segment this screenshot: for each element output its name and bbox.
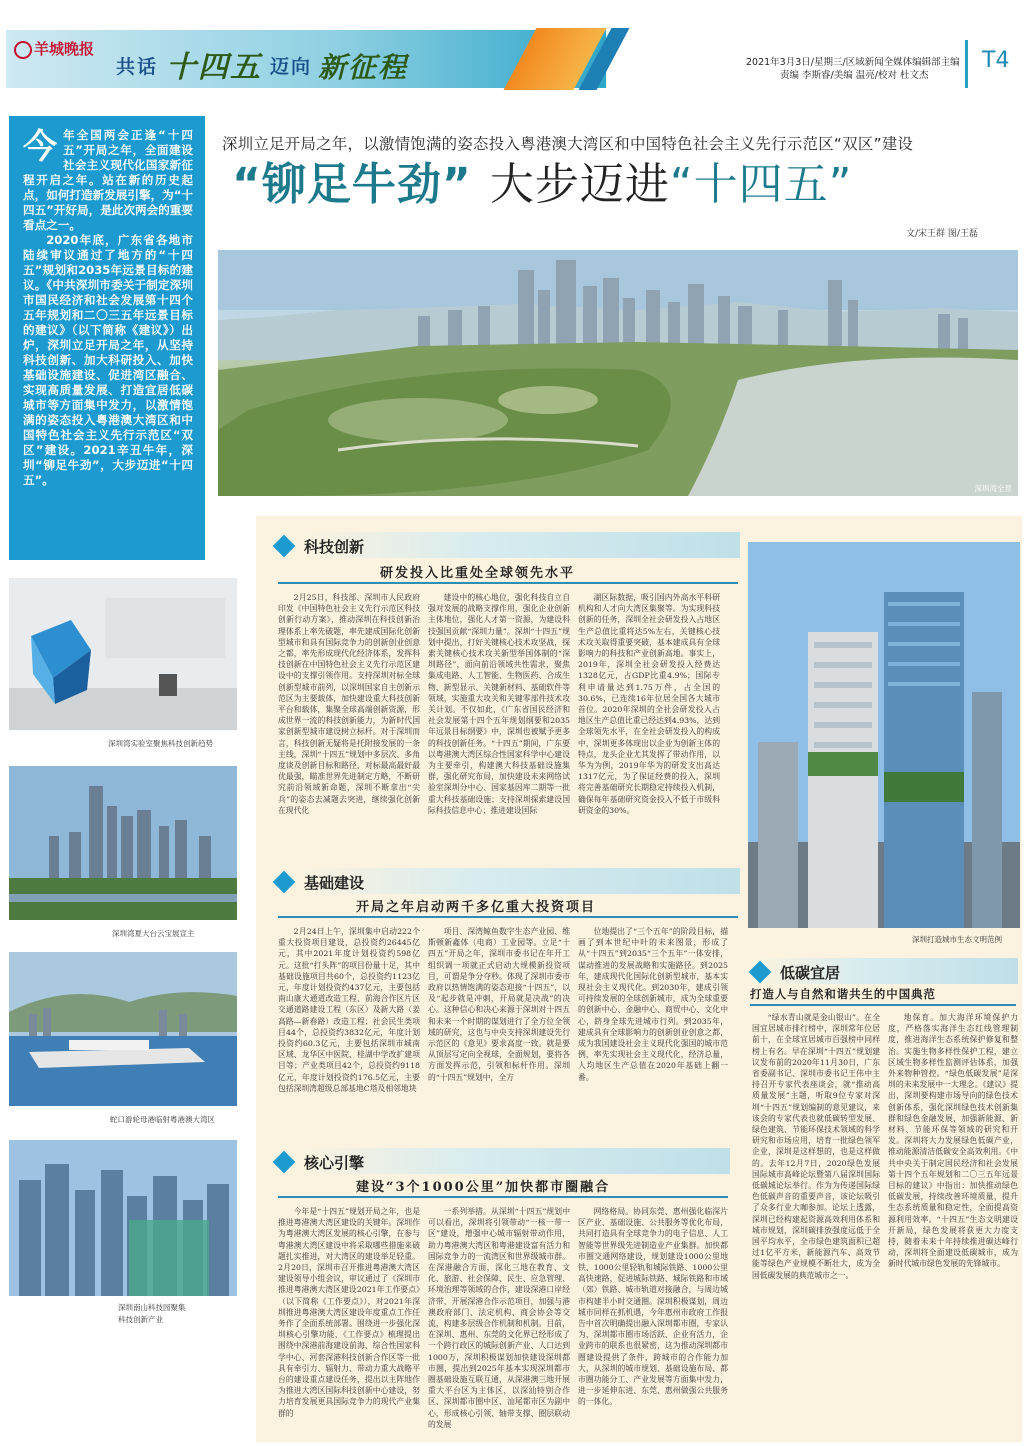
- section4-title: [752, 962, 840, 983]
- section3-col1: [278, 1206, 420, 1442]
- section2-col1-text: 2月24日上午，深圳集中启动222个重大投资项目建设，总投资约26445亿元，其中2021年度计划投资约598亿元。这批“打头阵”的项目份量十足，其中基础设施项目共60个，总投资约1123亿元，年度计划投资约437亿元，主要包括南山康大通道改造工程、前海合作区片区交通道路建设工程（东区）及新大路（姜高路—新春路）改造工程；社会民生类项目44个，总投资约3832亿元，年度计划投资约60.3亿元，主要包括深圳市城南区域、龙华区中医院、桂湖中学改扩建项目等；产业类项目42个，总投资约9118亿元，年度计划投资约176.5亿元，主要包括深圳湾超级总部基地C塔及相邻地块: [278, 927, 420, 1093]
- headline-part-b: 大步迈进: [489, 159, 670, 210]
- meta-line-editors: 责编 李斯睿/美编 温亮/校对 杜文杰: [780, 70, 929, 81]
- diamond-icon: [273, 871, 296, 894]
- tech-park-photo: [9, 1140, 237, 1296]
- lab-illustration: [9, 578, 237, 730]
- section2-col3-text: 位地提出了“三个五年”的阶段目标，描画了到本世纪中叶的未来图景，形成了从“十四五”到2035“三个五年”一体安排，谋动推进的发展战略和实施路径。到2025年，建成现代化国际化创新型城市，基本实现社会主义现代化。到2030年，建成引领可持续发展的全球创新城市，成为全球重要的创新中心、金融中心、商贸中心、文化中心，跻身全球先进城市行列。到2035年，建成具有全球影响力的创新创业创意之都，成为我国建设社会主义现代化强国的城市范例，率先实现社会主义现代化，经济总量，人均地区生产总值在2020年基础上翻一番。: [578, 927, 728, 1082]
- page-header: [0, 0, 1024, 100]
- caption-tech-park-line1: 深圳南山科技园聚集: [118, 1303, 186, 1312]
- cruise-port-illustration: [9, 952, 237, 1106]
- tech-park-illustration: [9, 1140, 237, 1296]
- section2-title: [276, 872, 364, 893]
- logo-text: 羊城晚报: [34, 40, 95, 58]
- section4-col1-text: “绿水青山就是金山银山”。在全国宜居城市排行榜中，深圳常年位居前十，在全球宜居城市百强榜中同样榜上有名。早在深圳“十四五”规划建议发布前的2020年11月30日，广东省委副书记、深圳市委书记王伟中主持召开专家代表座谈会，就“推动高质量发展”主题，听取9位专家对深圳“十四五”规划编制的意见建议，来该会的专家代表也就低碳转型发展、绿色建筑、节能环保技术领域的科学研究和市场应用，培育一批绿色领军企业，深圳是这样想的，也是这样做的。去年12月7日，2020绿色发展国际城市高峰论坛暨第八届深圳国际低碳城论坛举行。作为为传递国际绿色低碳声音的重要声音，该论坛吸引了众多行业大咖参加。论坛上透露，深圳已经构建起资源高效利用体系和城市规划，深圳碳排放强度远低于全国平均水平，全市绿色建筑面积已超过1亿平方米，新能源汽车、高效节能等绿色产业规模不断壮大，成为全国低碳发展的典范城市之一。: [752, 1013, 880, 1280]
- section3-underline: [278, 1196, 728, 1198]
- caption-tech-park-line2: 科技创新产业: [118, 1315, 163, 1324]
- section3-title: [276, 1152, 364, 1173]
- section4-col2-text: 地保育。加大海洋环境保护力度，严格落实海洋生态红线管理制度，推进海洋生态系统保护修复和整治。实施生物多样性保护工程，建立区域生物多样性监测评估体系，加强外来物种管控。“绿色低碳发展”是深圳的未来发展中一大理念。《建议》提出，深圳要构建市场导向的绿色技术创新体系，强化深圳绿色技术创新集群和绿色金融发展，加强新能源、新材料、节能环保等领域的研究和开发。深圳将大力发展绿色低碳产业，推动能源清洁低碳安全高效利用。《中共中央关于制定国民经济和社会发展第十四个五年规划和二〇三五年远景目标的建议》中指出：加快推动绿色低碳发展，持续改善环境质量，提升生态系统质量和稳定性，全面提高资源利用效率。“十四五”生态文明建设开新局，绿色发展将获更大力度支持，随着未来十年持续推进碳达峰行动，深圳将全面建设低碳城市，成为新时代城市绿色发展的先锋城市。: [888, 1013, 1018, 1269]
- section1-bar: [300, 532, 740, 558]
- headline-part-c: “十四五”: [669, 159, 853, 210]
- diamond-icon: [273, 535, 296, 558]
- intro-dropcap: 今: [23, 127, 57, 167]
- section3-title-text: 核心引擎: [304, 1154, 365, 1172]
- section1-col2: [428, 592, 570, 858]
- section2-col1: [278, 926, 420, 1136]
- headline-part-a: “铆足牛劲”: [232, 159, 472, 210]
- header-slogan: [116, 42, 408, 86]
- section3-col1-text: 今年是“十四五”规划开局之年，也是推进粤港澳大湾区建设的关键年。深圳作为粤港澳大湾区发展的核心引擎，在参与粤港澳大湾区建设中将采取哪些措施来破题扎实推进，对大湾区的建设举足轻重。2月20日，深圳市召开推进粤港澳大湾区建设领导小组会议，审议通过了《深圳市推进粤港澳大湾区建设2021年工作要点》（以下简称《工作要点》），对2021年深圳推进粤港澳大湾区建设年度重点工作任务作了全面系统部署。围绕进一步强化深圳核心引擎功能，《工作要点》梳理提出围绕中深港前海建设前海、综合性国家科学中心、河套深港科技创新合作区等一批具有牵引力、辐射力、带动力重大战略平台的建设重点建设任务，提出以主阵地作为推进大湾区国际科技创新中心建设，努力培育发展更具国际竞争力的现代产业集群的: [278, 1207, 420, 1418]
- main-headline: [232, 155, 1012, 215]
- section1-title: [276, 536, 364, 557]
- cruise-port-photo: [9, 952, 237, 1106]
- skyline-photo: [9, 766, 237, 920]
- section4-underline: [750, 1004, 1016, 1006]
- newspaper-logo: [14, 38, 94, 59]
- city-ecology-photo: [748, 542, 1020, 928]
- section1-col3: [578, 592, 720, 858]
- caption-skyline: 深圳湾夏大台云宝展宣主: [112, 929, 195, 938]
- section3-col2-text: 一系列举措。从深圳“十四五”规划中可以看出，深圳将引领带动“一核一带一区”建设，增强中心城市辐射带动作用，助力粤港澳大湾区和粤港建设富有活力和国际竞争力的一流湾区和世界级城市群。在深港融合方面，深化三地在教育、文化、旅游、社会保障、民生、应急管理、环境治理等领域的合作，建设深港口岸经济带，开展深港合作示范项目，加强与港澳政府部门、法定机构、商会协会等交流，构建多层级合作机制和机制。目前，在深圳、惠州、东莞的文化界已经形成了一个跨行政区的城际创新产业、人口达到1000万，深圳积极谋划加快建设深圳都市圈，提出到2025年基本实现深圳都市圈基础设施互联互通，从深港澳三地开展重大平台区为主体区，以深汕特别合作区、深圳都市圈中区、汕尾都市区为副中心，形成核心引领、轴带支撑、圈层联动的发展: [428, 1207, 570, 1429]
- section1-underline: [278, 582, 738, 584]
- section1-col2-text: 建设中的核心地位，强化科技自立自强对发展的战略支撑作用，强化企业创新主体地位，强化人才第一资源，为建设科技强国贡献“深圳力量”。深圳“十四五”规划中提出，打好关键核心技术攻坚战，探索关键核心技术攻关新型举国体制的“深圳路径”，面向前沿领域共性需求，聚焦集成电路、人工智能、生物医药、合成生物、新型显示、关键新材料、基础软件等领域，实施重大攻关和关键零部件技术攻关计划。不仅如此，《广东省国民经济和社会发展第十四个五年规划纲要和2035年远景目标纲要》中，深圳也被赋予更多的科技创新任务。“十四五”期间，广东要以粤港澳大湾区综合性国家科学中心建设为主要牵引，构建澳大科技基础设施集群，强化研究布局，加快建设未来网络试验室深圳分中心、国家基因库二期等一批重大科技基础设施；支持深圳探索建设国际科技信息中心；推进建设国际: [428, 593, 570, 815]
- section1-col1-text: 2月25日，科技部、深圳市人民政府印发《中国特色社会主义先行示范区科技创新行动方案》，推动深圳在科技创新治理体系上率先破题，率先建成国际化创新型城市和具有国际竞争力的创新创业创意之都，率先形成现代化经济体系，发挥科技创新在中国特色社会主义先行示范区建设中的支撑引领作用。支持深圳对标全球创新型城市前列，以深圳国家自主创新示范区为主要载体，加快建设重大科技创新平台和载体，集聚全球高端创新资源，形成世界一流的科技创新能力，为新时代国家创新型城市建设树立标杆。对于深圳而言，科技创新无疑将是托附接发展的一条主线，深圳“十四五”规划中多层次、多角度谈及创新目标和路径，对标最高最好最优最强，瞄准世界先进制定方略，不断研究前沿领域新命题，深圳不断拿出“尖兵”的姿态去减题去突进，继续强化创新在现代化: [278, 593, 420, 815]
- skyline-illustration: [9, 766, 237, 920]
- shenzhen-bay-panorama-photo: [218, 250, 1018, 496]
- meta-line-date: 2021年3月3日/星期三/区域新闻全媒体编辑部主编: [746, 57, 960, 68]
- slogan-part-d: 新征程: [318, 51, 409, 84]
- logo-circle-icon: [14, 41, 32, 59]
- section1-col3-text: 湖区际数据，吸引国内外高水平科研机构和人才向大湾区集聚等。为实现科技创新的任务，深圳全社会研发投入占地区生产总值比重将达5%左右，关键核心技术攻关取得重要突破，基本建成具有全球影响力的科技和产业创新高地。事实上，2019年，深圳全社会研发投入经费达1328亿元，占GDP比重4.9%；国际专利申请量达到1.75万件，占全国的30.6%，已连续16年位居全国各大城市首位。2020年深圳的全社会研发投入占地区生产总值比重已经达到4.93%，达到全球领先水平，在全社会研发投入的构成中，深圳更多体现出以企业为创新主体的特点，龙头企业尤其发挥了带动作用，以华为为例，2019年华为的研发支出高达1317亿元，为了保证经费的投入，深圳将完善基础研究长期稳定持续投入机制，确保每年基础研究资金投入不低于市级科研资金的30%。: [578, 593, 720, 815]
- section4-title-text: 低碳宜居: [780, 964, 841, 982]
- byline: 文/宋王群 图/王磊: [906, 229, 978, 239]
- panorama-illustration: [218, 250, 1018, 496]
- section3-col3: [578, 1206, 728, 1442]
- section2-title-text: 基础建设: [304, 874, 365, 892]
- section1-col1: [278, 592, 420, 858]
- caption-tech-park: [118, 1302, 186, 1326]
- section4-col2: [888, 1012, 1018, 1432]
- section2-underline: [278, 916, 738, 918]
- diamond-icon: [273, 1151, 296, 1174]
- section1-title-text: 科技创新: [304, 538, 365, 556]
- caption-panorama: 深圳湾全景: [974, 484, 1012, 493]
- intro-paragraph-2: 2020年底，广东省各地市陆续审议通过了地方的“十四五”规划和2035年远景目标的建议。《中共深圳市委关于制定深圳市国民经济和社会发展第十四个五年规划和二〇三五年远景目标的建议》（以下简称《建议》）出炉，深圳立足开局之年，从坚持科技创新、加大科研投入、加快基础设施建设、促进湾区融合、实现高质量发展、打造宜居低碳城市等方面集中发力，以激情饱满的姿态投入粤港澳大湾区和中国特色社会主义先行示范区“双区”建设。2021辛丑牛年，深圳“铆足牛劲”，大步迈进“十四五”。: [23, 233, 193, 487]
- page-number: T4: [965, 40, 1019, 88]
- caption-cruise-port: 蛇口游轮母港临射粤港澳大湾区: [110, 1115, 215, 1124]
- section3-bar: [300, 1148, 730, 1174]
- sub-headline: 深圳立足开局之年，以激情饱满的姿态投入粤港澳大湾区和中国特色社会主义先行示范区“双区”建设: [222, 135, 914, 153]
- slogan-part-b: 十四五: [166, 50, 263, 85]
- intro-paragraph-1: [23, 128, 193, 233]
- lab-photo: [9, 578, 237, 730]
- intro-box: [9, 116, 205, 560]
- section3-col3-text: 网络格局。协同东莞、惠州强化临深片区产业、基础设施、公共服务等优化布局，共同打造具有全球竞争力的电子信息、人工智能等世界级先进制造业产业集群。加快都市圈交通网络建设，规划建设1000公里地铁、1000公里轻轨和城际铁路、1000公里高快速路，促进城际铁路、城际铁路和市域（郊）铁路、城市轨道对接融合，与周边城市构建半小时交通圈。深圳积极谋划，周边城市同样在抓机遇，今年惠州市政府工作报告中首次明确提出融入深圳都市圈，专家认为，深圳都市圈市场活跃、企业有活力，企业跨市的联系也很紧密，这为推动深圳都市圈建设提供了条件，跨城市的合作能力加大，从深圳的城市规划、基础设施布局、都市圈功能分工、产业发展等方面集中发力，进一步延伸东进、东莞、惠州做强公共服务的一体化。: [578, 1207, 728, 1407]
- section2-bar: [300, 868, 740, 894]
- section4-subtitle: 打造人与自然和谐共生的中国典范: [750, 987, 936, 1001]
- section3-col2: [428, 1206, 570, 1442]
- section2-col2: [428, 926, 570, 1136]
- slogan-part-c: 迈向: [270, 56, 313, 78]
- caption-lab: 深圳湾实验室聚焦科技创新趋势: [108, 739, 213, 748]
- caption-city-ecology: 深圳打造城市生态文明范例: [912, 935, 1002, 944]
- section2-subtitle: 开局之年启动两千多亿重大投资项目: [356, 900, 597, 915]
- intro-text-1: 年全国两会正逢“十四五”开局之年，全面建设社会主义现代化国家新征程开启之年。站在新的历史起点，如何打造新发展引擎，为“十四五”开好局，是此次两会的重要看点之一。: [23, 128, 193, 232]
- section3-subtitle: 建设“3个1000公里”加快都市圈融合: [356, 1180, 611, 1195]
- towers-illustration: [748, 542, 1020, 928]
- section1-subtitle: 研发投入比重处全球领先水平: [380, 566, 576, 581]
- section2-col3: [578, 926, 728, 1136]
- section2-col2-text: 项目、深湾鲸鱼数字生态产业园、维斯顿新鑫体（电商）工业园等。立足“十四五”开局之年，深圳市委书记在年开工组织调一项就正式启动大规模新投资项目，可谓是争分夺秒。体现了深圳市委市政府以热情饱满的姿态迎接“十四五”，以及“起步就是冲刺，开局就是决战”的决心。这种信心和决心来源于深圳对十四五和未来一个时期的谋划进行了全方位全领域的研究，这也与中央支持深圳建设先行示范区的《意见》要求高度一致。就是要从顶层写定向全视球，全面规划，要将各方面发挥示范，引领和标杆作用。深圳的“十四五”规划中，全方: [428, 927, 570, 1082]
- header-meta: [746, 56, 966, 82]
- diamond-icon: [749, 961, 772, 984]
- slogan-part-a: 共话: [116, 56, 159, 78]
- section4-col1: [752, 1012, 880, 1432]
